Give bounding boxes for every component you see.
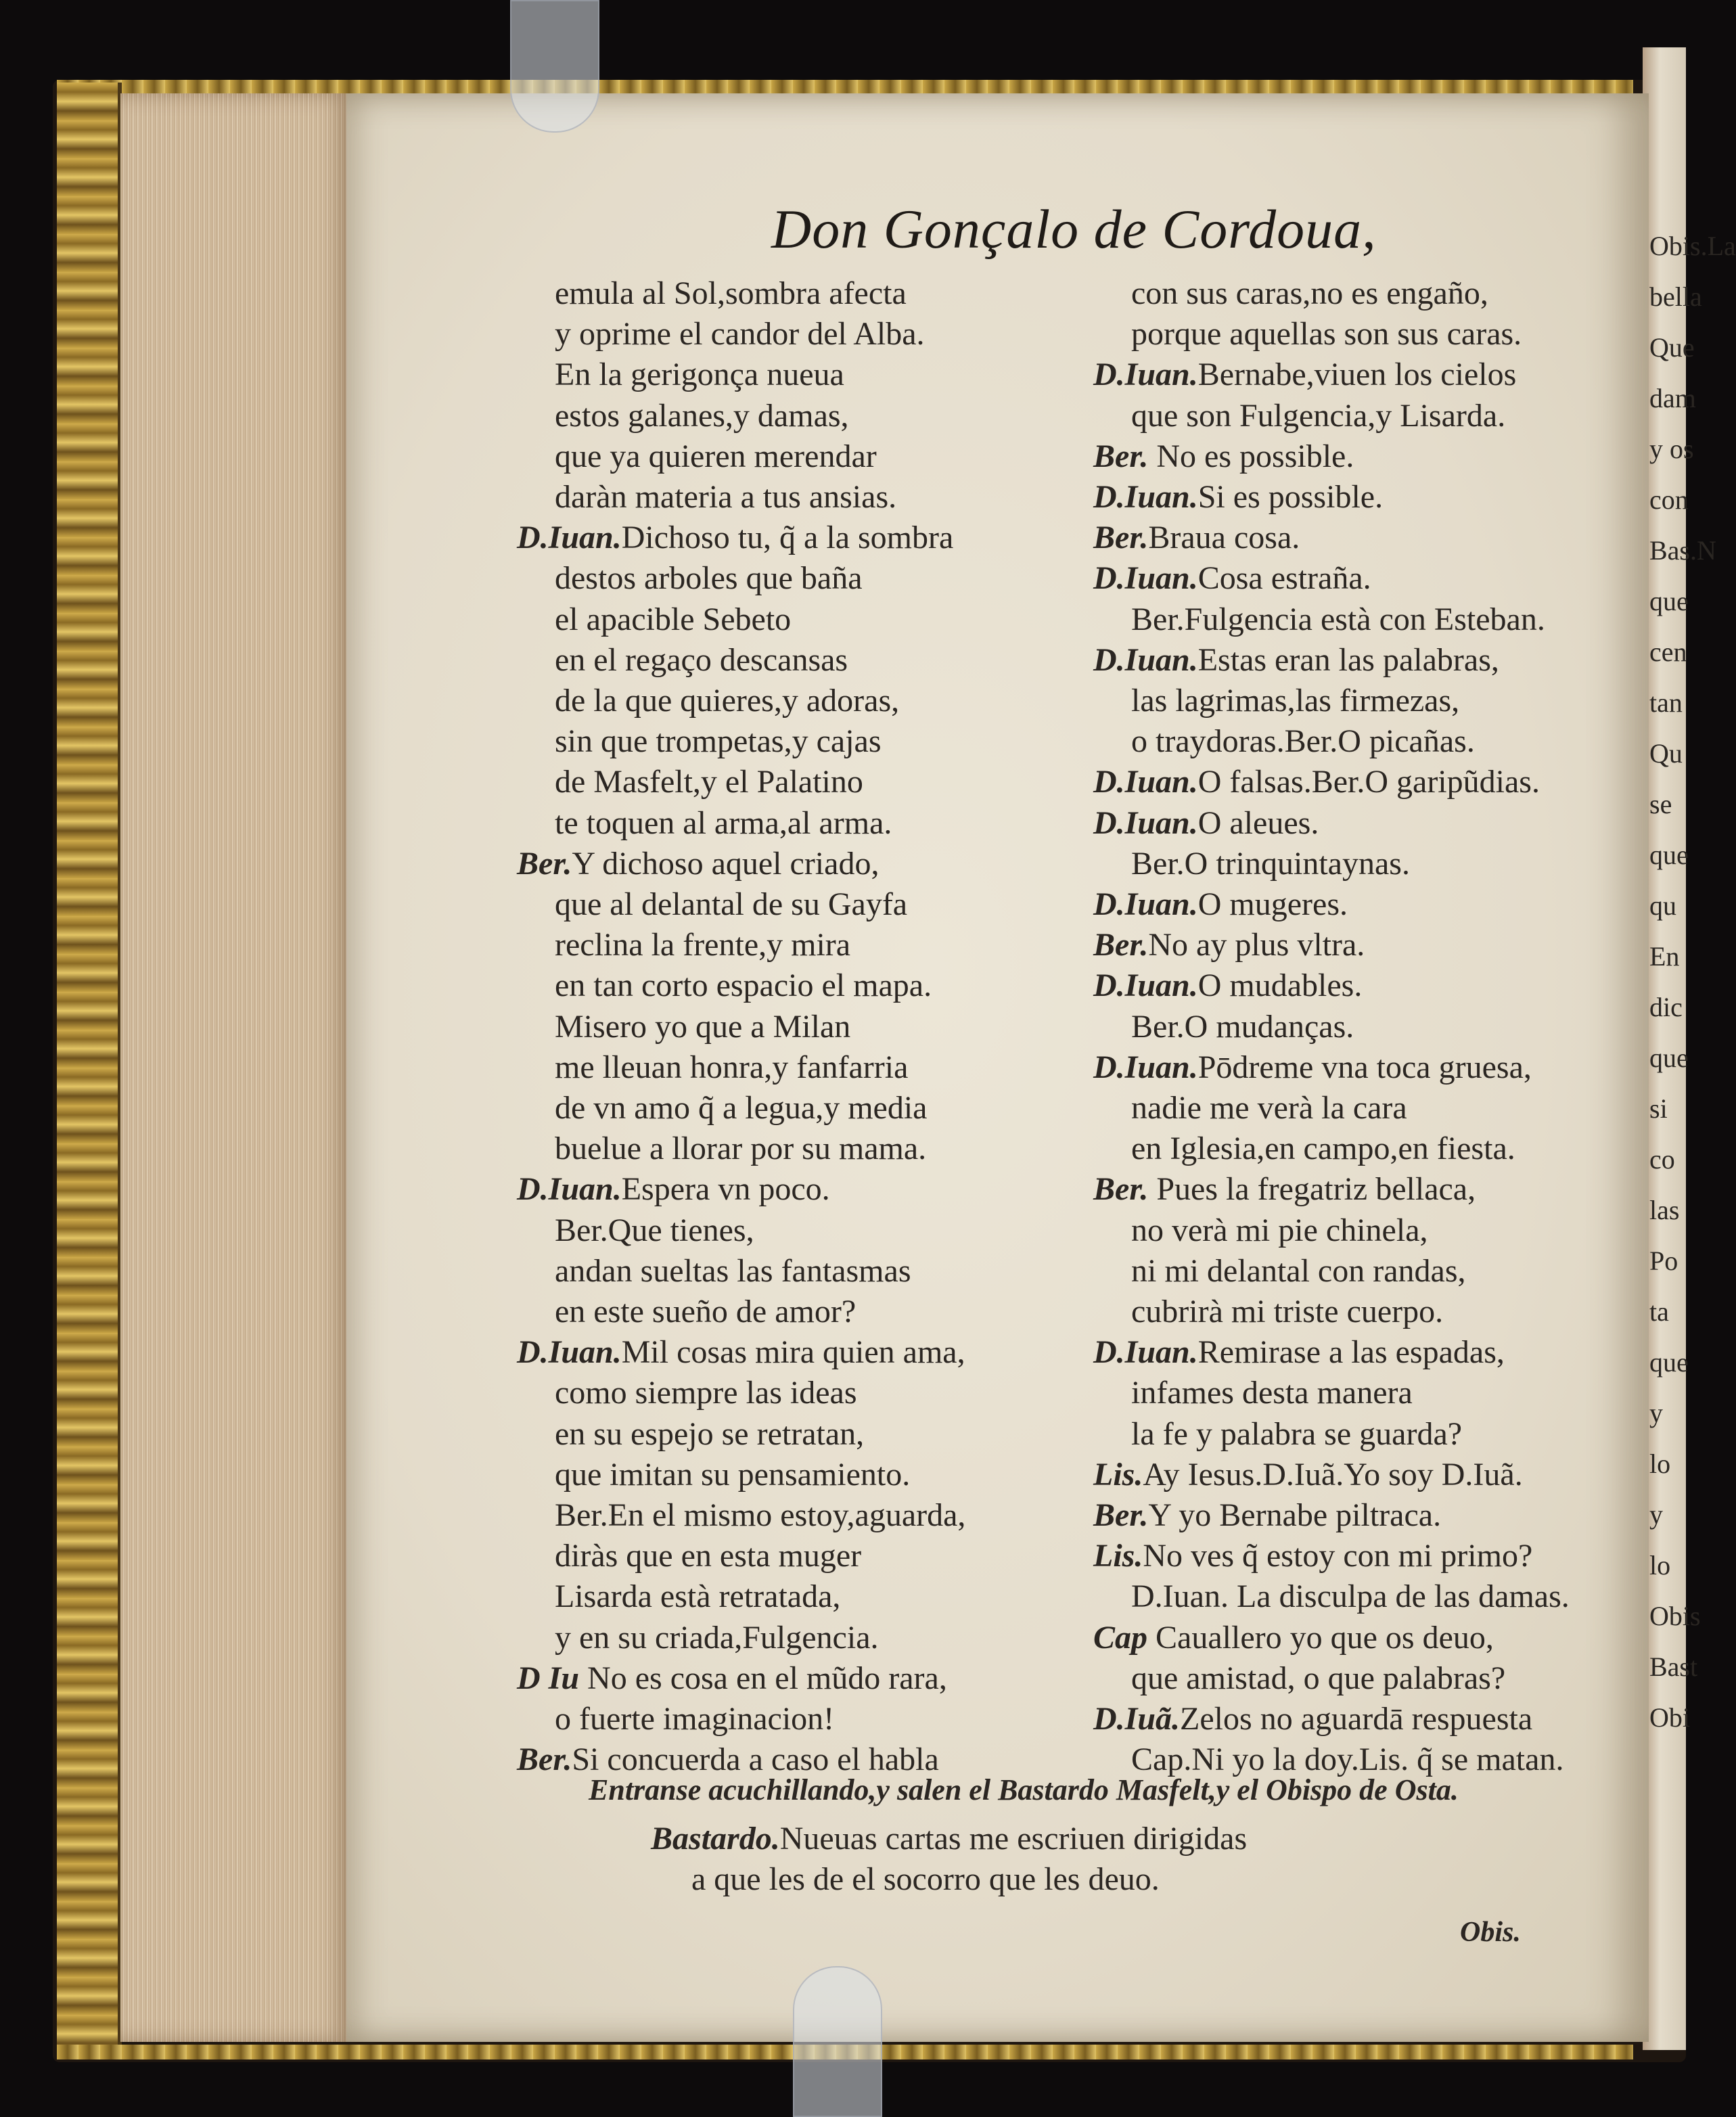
speaker-name: Lis. <box>1093 1456 1143 1493</box>
facing-page-fragment: bella <box>1649 281 1702 312</box>
facing-page-fragment: y <box>1649 1499 1663 1530</box>
verse-text: No es cosa en el mũdo rara, <box>579 1660 947 1696</box>
verse-line <box>555 1618 879 1658</box>
facing-page-fragment: En <box>1649 941 1680 972</box>
verse-text: buelue a llorar por su mama. <box>555 1131 927 1167</box>
facing-page-fragment: se <box>1649 789 1672 819</box>
verse-line <box>555 558 863 599</box>
verse-line <box>1093 355 1516 395</box>
verse-line <box>555 1007 850 1047</box>
facing-page-fragment: que <box>1649 586 1689 616</box>
speaker-name: Lis. <box>1093 1538 1143 1574</box>
verse-line <box>1093 558 1371 599</box>
verse-text: que imitan su pensamiento. <box>555 1456 911 1493</box>
facing-page-fragment: Que <box>1649 332 1695 363</box>
verse-line <box>1131 721 1475 762</box>
speaker-name: Ber. <box>1093 1171 1149 1208</box>
verse-text: No ay plus vltra. <box>1148 927 1365 963</box>
verse-line <box>555 1251 911 1292</box>
verse-text: Ber.En el mismo estoy,aguarda, <box>555 1497 966 1533</box>
verse-text: Si es possible. <box>1197 479 1384 515</box>
speaker-name: D.Iuan. <box>1093 886 1198 922</box>
verse-text: Cosa estraña. <box>1197 560 1371 597</box>
verse-text: como siempre las ideas <box>555 1375 857 1411</box>
verse-line <box>1131 1251 1466 1292</box>
verse-line <box>517 518 953 558</box>
gilt-border-left <box>57 83 122 2057</box>
verse-line <box>1131 314 1522 355</box>
verse-line <box>1093 518 1300 558</box>
speaker-name: Ber. <box>517 845 572 882</box>
verse-line <box>691 1859 1160 1900</box>
verse-text: la fe y palabra se guarda? <box>1131 1415 1463 1452</box>
verse-line <box>1131 844 1410 884</box>
verse-line <box>555 803 892 844</box>
verse-text: con sus caras,no es engaño, <box>1131 275 1488 311</box>
facing-page-fragment: las <box>1649 1195 1680 1225</box>
verse-line <box>555 721 882 762</box>
verse-text: te toquen al arma,al arma. <box>555 804 892 841</box>
page-clip-top[interactable] <box>510 0 599 133</box>
verse-line <box>1093 1699 1532 1739</box>
verse-line <box>555 1495 965 1536</box>
verse-text: Braua cosa. <box>1148 520 1300 556</box>
verse-line <box>555 640 848 681</box>
verse-line <box>555 355 844 395</box>
verse-text: que amistad, o que palabras? <box>1131 1660 1506 1696</box>
verse-line <box>1131 681 1459 721</box>
facing-page-fragment: qu <box>1649 890 1676 921</box>
verse-line <box>517 844 879 884</box>
stage-direction: Entranse acuchillando,y salen el Bastardo Masfelt,y el Obispo de Osta. <box>589 1773 1459 1806</box>
speaker-name: Ber. <box>1093 1497 1149 1533</box>
verse-text: Ber.O trinquintaynas. <box>1131 845 1410 882</box>
verse-text: que son Fulgencia,y Lisarda. <box>1131 397 1506 434</box>
verse-text: no verà mi pie chinela, <box>1131 1212 1428 1248</box>
page-edges <box>120 93 352 2042</box>
verse-line <box>555 599 791 640</box>
speaker-name: D.Iuan. <box>517 1334 622 1371</box>
verse-line <box>1131 396 1505 436</box>
verse-line <box>1131 1210 1428 1251</box>
verse-text: Zelos no aguardā respuesta <box>1180 1701 1533 1737</box>
verse-text: Cap.Ni yo la doy.Lis. q̃ se matan. <box>1131 1742 1564 1778</box>
verse-text: infames desta manera <box>1131 1375 1413 1411</box>
facing-page-fragment: Obis <box>1649 1601 1701 1631</box>
verse-text: de vn amo q̃ a legua,y media <box>555 1090 928 1126</box>
verse-text: Cauallero yo que os deuo, <box>1147 1619 1494 1656</box>
verse-line <box>517 1169 830 1210</box>
verse-text: de la que quieres,y adoras, <box>555 683 900 719</box>
verse-line <box>1131 273 1488 314</box>
speaker-name: Ber. <box>1093 927 1149 963</box>
verse-line <box>1131 1007 1354 1047</box>
verse-line <box>555 1373 857 1413</box>
verse-text: en tan corto espacio el mapa. <box>555 968 932 1004</box>
verse-text: en este sueño de amor? <box>555 1294 856 1329</box>
facing-page-fragment: y os <box>1649 434 1694 464</box>
verse-text: Espera vn poco. <box>621 1171 830 1208</box>
verse-line <box>555 1699 834 1739</box>
gilt-border-top <box>57 80 1633 93</box>
verse-text: Lisarda està retratada, <box>555 1578 841 1615</box>
page-clip-bottom[interactable] <box>793 1966 882 2117</box>
speaker-name: Cap <box>1093 1619 1148 1656</box>
verse-text: En la gerigonça nueua <box>555 357 844 393</box>
verse-line <box>1093 762 1540 802</box>
speaker-name: Ber. <box>1093 520 1149 556</box>
verse-line <box>555 925 850 965</box>
speaker-name: Ber. <box>517 1742 572 1778</box>
verse-text: o traydoras.Ber.O picañas. <box>1131 723 1475 760</box>
verse-line <box>1093 803 1319 844</box>
verse-text: Y dichoso aquel criado, <box>572 845 880 882</box>
verse-text: D.Iuan. La disculpa de las damas. <box>1131 1578 1570 1615</box>
verse-text: Ber.O mudanças. <box>1131 1008 1354 1045</box>
verse-line <box>1093 1169 1476 1210</box>
verse-text: que ya quieren merendar <box>555 438 877 474</box>
verse-text: O falsas.Ber.O garipũdias. <box>1197 764 1540 800</box>
facing-page-fragment: que <box>1649 1043 1689 1073</box>
verse-line <box>517 1332 965 1373</box>
verse-text: Pōdreme vna toca gruesa, <box>1197 1049 1532 1085</box>
verse-line <box>1093 1455 1523 1495</box>
verse-text: Pues la fregatriz bellaca, <box>1148 1171 1476 1208</box>
verse-line <box>555 681 899 721</box>
verse-line <box>555 396 849 436</box>
verse-line <box>1131 1414 1462 1455</box>
speaker-name: D.Iuã. <box>1093 1701 1181 1737</box>
verse-text: y en su criada,Fulgencia. <box>555 1619 879 1656</box>
speaker-name: D.Iuan. <box>1093 764 1198 800</box>
verse-text: el apacible Sebeto <box>555 601 792 637</box>
verse-text: a que les de el socorro que les deuo. <box>691 1861 1160 1897</box>
verse-text: que al delantal de su Gayfa <box>555 886 908 922</box>
verse-text: estos galanes,y damas, <box>555 397 849 434</box>
verse-text: o fuerte imaginacion! <box>555 1701 835 1737</box>
verse-text: en Iglesia,en campo,en fiesta. <box>1131 1131 1515 1167</box>
verse-text: Bernabe,viuen los cielos <box>1197 357 1517 393</box>
verse-text: diràs que en esta muger <box>555 1538 862 1574</box>
verse-line <box>555 314 925 355</box>
verse-text: Si concuerda a caso el habla <box>572 1742 939 1778</box>
verse-line <box>651 1819 1247 1859</box>
facing-page-fragment: ta <box>1649 1296 1669 1327</box>
verse-line <box>555 436 877 477</box>
facing-page-fragment: que <box>1649 840 1689 870</box>
verse-line <box>1093 1536 1532 1576</box>
speaker-name: D.Iuan. <box>517 1171 622 1208</box>
speaker-name: Bastardo. <box>651 1821 780 1857</box>
verse-line <box>517 1658 947 1699</box>
verse-line <box>1131 1576 1570 1617</box>
verse-line <box>1131 1658 1505 1699</box>
verse-line <box>555 1455 910 1495</box>
facing-page-fragment: si <box>1649 1093 1668 1124</box>
verse-text: Misero yo que a Milan <box>555 1008 851 1045</box>
verse-text: Remirase a las espadas, <box>1197 1334 1505 1371</box>
verse-text: ni mi delantal con randas, <box>1131 1252 1466 1289</box>
verse-line <box>555 1292 856 1332</box>
verse-text: reclina la frente,y mira <box>555 927 851 963</box>
verse-text: O mugeres. <box>1197 886 1348 922</box>
verse-text: O aleues. <box>1197 804 1319 841</box>
verse-line <box>1093 1332 1505 1373</box>
speaker-name: D.Iuan. <box>1093 968 1198 1004</box>
facing-page-fragment: lo <box>1649 1449 1671 1479</box>
facing-page-fragment: cen <box>1649 637 1687 667</box>
verse-line <box>1131 1373 1413 1413</box>
verse-text: Nueuas cartas me escriuen dirigidas <box>779 1821 1248 1857</box>
speaker-name: D.Iuan. <box>1093 560 1198 597</box>
speaker-name: D.Iuan. <box>1093 479 1198 515</box>
speaker-name: D.Iuan. <box>1093 1334 1198 1371</box>
verse-line <box>555 1210 754 1251</box>
verse-line <box>555 1414 864 1455</box>
speaker-name: D.Iuan. <box>517 520 622 556</box>
facing-page-fragment: Obi <box>1649 1702 1690 1733</box>
verse-line <box>555 762 863 802</box>
verse-text: sin que trompetas,y cajas <box>555 723 882 760</box>
verse-text: cubrirà mi triste cuerpo. <box>1131 1294 1444 1329</box>
verse-text: No ves q̃ estoy con mi primo? <box>1143 1538 1533 1574</box>
facing-page-fragment: tan <box>1649 687 1683 718</box>
verse-line <box>1131 1088 1407 1129</box>
verse-text: daràn materia a tus ansias. <box>555 479 897 515</box>
speaker-name: Ber. <box>1093 438 1149 474</box>
speaker-name: D.Iuan. <box>1093 641 1198 678</box>
verse-text: No es possible. <box>1148 438 1354 474</box>
verse-line <box>1093 640 1499 681</box>
verse-line <box>1093 884 1348 925</box>
verse-text: nadie me verà la cara <box>1131 1090 1407 1126</box>
facing-page-fragment: lo <box>1649 1550 1671 1580</box>
verse-line <box>1093 925 1365 965</box>
verse-line <box>555 965 932 1006</box>
facing-page-fragment: Po <box>1649 1246 1678 1276</box>
facing-page-fragment: dic <box>1649 992 1683 1022</box>
verse-text: Ber.Que tienes, <box>555 1212 754 1248</box>
verse-line <box>1131 599 1545 640</box>
verse-text: Ber.Fulgencia està con Esteban. <box>1131 601 1545 637</box>
verse-line <box>1131 1129 1515 1169</box>
verse-text: andan sueltas las fantasmas <box>555 1252 911 1289</box>
facing-page-fragment: y <box>1649 1398 1663 1428</box>
verse-text: y oprime el candor del Alba. <box>555 316 925 352</box>
verse-line <box>555 1047 908 1088</box>
verse-text: en su espejo se retratan, <box>555 1415 865 1452</box>
verse-line <box>1131 1292 1443 1332</box>
running-head: Don Gonçalo de Cordoua, <box>771 198 1377 260</box>
verse-text: las lagrimas,las firmezas, <box>1131 683 1460 719</box>
verse-text: emula al Sol,sombra afecta <box>555 275 907 311</box>
facing-page-fragment: Qu <box>1649 738 1683 769</box>
verse-line <box>555 884 907 925</box>
catchword: Obis. <box>1460 1917 1521 1948</box>
verse-text: Ay Iesus.D.Iuã.Yo soy D.Iuã. <box>1143 1456 1523 1493</box>
verse-line <box>555 477 896 518</box>
verse-line <box>1093 1618 1494 1658</box>
verse-text: Dichoso tu, q̃ a la sombra <box>621 520 954 556</box>
speaker-name: D Iu <box>517 1660 580 1696</box>
facing-page-fragment: que <box>1649 1347 1689 1378</box>
verse-line <box>1093 1495 1441 1536</box>
verse-line <box>1093 1047 1532 1088</box>
verse-text: Estas eran las palabras, <box>1197 641 1499 678</box>
verse-line <box>555 1536 861 1576</box>
verse-line <box>555 1129 926 1169</box>
speaker-name: D.Iuan. <box>1093 357 1198 393</box>
verse-line <box>555 1576 840 1617</box>
verse-text: porque aquellas son sus caras. <box>1131 316 1522 352</box>
verse-text: de Masfelt,y el Palatino <box>555 764 863 800</box>
facing-page-fragment: dam <box>1649 383 1696 413</box>
speaker-name: D.Iuan. <box>1093 804 1198 841</box>
verse-line <box>1093 436 1354 477</box>
facing-page-fragment: Bast <box>1649 1652 1698 1682</box>
verse-text: en el regaço descansas <box>555 641 848 678</box>
verse-line <box>1093 477 1383 518</box>
verse-text: Mil cosas mira quien ama, <box>621 1334 965 1371</box>
facing-page-fragment: con <box>1649 484 1689 515</box>
verse-text: Y yo Bernabe piltraca. <box>1148 1497 1442 1533</box>
verse-line <box>555 273 907 314</box>
verse-line <box>1093 965 1362 1006</box>
facing-page-fragment: Obis.La <box>1649 231 1736 261</box>
verse-line <box>555 1088 927 1129</box>
facing-page-fragment: Bas.N <box>1649 535 1716 566</box>
facing-page-fragment: co <box>1649 1144 1675 1175</box>
speaker-name: D.Iuan. <box>1093 1049 1198 1085</box>
verse-text: O mudables. <box>1197 968 1363 1004</box>
verse-text: me lleuan honra,y fanfarria <box>555 1049 909 1085</box>
verse-text: destos arboles que baña <box>555 560 863 597</box>
